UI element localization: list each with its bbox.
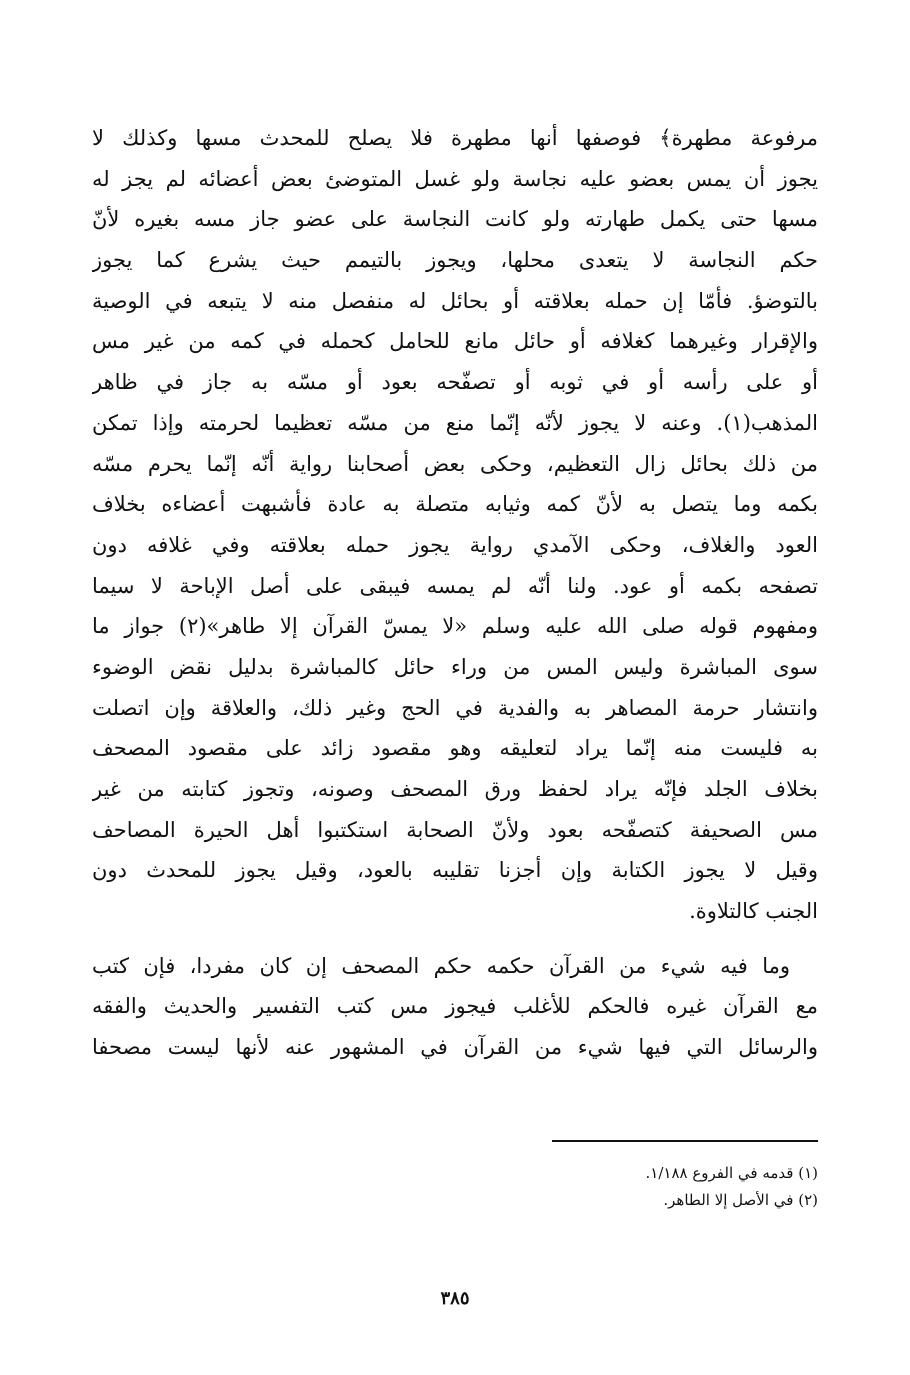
text-line: الجنب كالتلاوة. [689,899,818,924]
text-line: وقيل لا يجوز الكتابة وإن أجزنا تقليبه بالعود، وقيل يجوز للمحدث دون [92,858,818,883]
page-number: ٣٨٥ [440,1288,470,1309]
text-line: يجوز أن يمس بعضو عليه نجاسة ولو غسل المتوضئ بعض أعضائه لم يجز له [92,166,818,191]
footnote-1: (١) قدمه في الفروع ١/١٨٨. [645,1164,818,1182]
text-line: مسها حتى يكمل طهارته ولو كانت النجاسة على عضو جاز مسه بغيره لأنّ [92,207,818,232]
text-line: بخلاف الجلد فإنّه يراد لحفظ ورق المصحف وصونه، وتجوز كتابته من غير [92,777,818,801]
text-line: من ذلك بحائل زال التعظيم، وحكى بعض أصحابنا رواية أنّه إنّما يحرم مسّه [92,451,818,476]
paragraph-2 [92,946,818,1068]
text-line: سوى المباشرة وليس المس من وراء حائل كالمباشرة بدليل نقض الوضوء [92,654,818,679]
text-line: بكمه وما يتصل به لأنّ كمه وثيابه متصلة به عادة فأشبهت أعضاءه بخلاف [92,492,818,517]
text-line: تصفحه بكمه أو عود. ولنا أنّه لم يمسه فيبقى على أصل الإباحة لا سيما [92,573,818,598]
text-line: حكم النجاسة لا يتعدى محلها، ويجوز بالتيمم حيث يشرع كما يجوز [92,248,818,273]
text-line: العود والغلاف، وحكى الآمدي رواية يجوز حمله بعلاقته وفي غلافه دون [92,532,818,557]
text-line: مرفوعة مطهرة﴾ فوصفها أنها مطهرة فلا يصلح للمحدث مسها وكذلك لا [92,126,818,150]
footnote-2: (٢) في الأصل إلا الطاهر. [663,1191,818,1209]
text-line: مع القرآن غيره فالحكم للأغلب فيجوز مس كتب التفسير والحديث والفقه [92,994,818,1019]
main-text [92,118,818,1068]
footnote-divider [552,1140,818,1142]
text-line: مس الصحيفة كتصفّحه بعود ولأنّ الصحابة استكتبوا أهل الحيرة المصاحف [92,817,818,842]
text-line: المذهب(١). وعنه لا يجوز لأنّه إنّما منع من مسّه تعظيما لحرمته وإذا تمكن [92,410,818,435]
footnotes [92,1160,818,1214]
text-line: والإقرار وغيرهما كغلافه أو حائل مانع للحامل كحمله في كمه من غير مس [92,329,818,354]
paragraph-spacer [92,932,818,946]
paragraph-1 [92,118,818,932]
text-line: والرسائل التي فيها شيء من القرآن في المشهور عنه لأنها ليست مصحفا [92,1035,818,1060]
text-line: وما فيه شيء من القرآن حكمه حكم المصحف إن كان مفردا، فإن كتب [92,953,790,978]
text-line: به فليست منه إنّما يراد لتعليقه وهو مقصود زائد على مقصود المصحف [92,736,818,761]
text-line: ومفهوم قوله صلى الله عليه وسلم «لا يمسّ القرآن إلا طاهر»(٢) جواز ما [92,614,818,639]
text-line: أو على رأسه أو في ثوبه أو تصفّحه بعود أو مسّه به جاز في ظاهر [92,370,818,395]
text-line: وانتشار حرمة المصاهر به والفدية في الحج وغير ذلك، والعلاقة وإن اتصلت [92,695,818,720]
text-line: بالتوضؤ. فأمّا إن حمله بعلاقته أو بحائل له منفصل منه لا يتبعه في الوصية [92,288,818,313]
